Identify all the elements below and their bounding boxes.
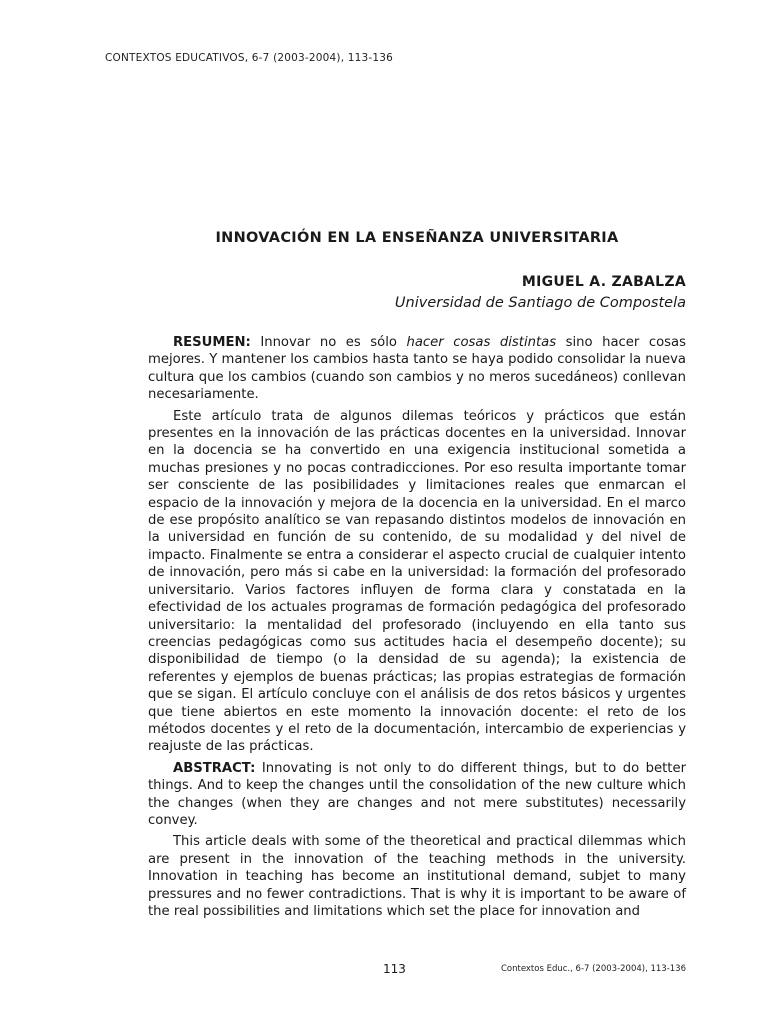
article-title: INNOVACIÓN EN LA ENSEÑANZA UNIVERSITARIA <box>215 230 619 246</box>
author-name: MIGUEL A. ZABALZA <box>521 274 686 290</box>
abstract-paragraph-2: This article deals with some of the theoretical and practical dilemmas which are present in the innovation of the teaching methods in the university. Innovation in teaching has become an institutional demand, subjet to many pressures and no fewer contradictions. That is why it is important to be aware of the real possibilities and limitations which set the place for innovation and <box>148 834 686 919</box>
resumen-paragraph-1 <box>148 334 686 404</box>
page-number: 113 <box>383 962 406 976</box>
resumen-rest: sino hacer cosas mejores. Y mantener los cambios hasta tanto se haya podido consolidar la nueva cultura que los cambios (cuando son cambios y no meros sucedáneos) conllevan necesariamente. <box>148 335 686 403</box>
footer-reference: Contextos Educ., 6-7 (2003-2004), 113-136 <box>500 964 686 974</box>
resumen-paragraph-2: Este artículo trata de algunos dilemas teóricos y prácticos que están presentes en la innovación de las prácticas docentes en la universidad. Innovar en la docencia se ha convertido en una exigencia institucional sometida a muchas presiones y no pocas contradicciones. Por eso resulta importante tomar ser consciente de las posibilidades y limitaciones reales que enmarcan el espacio de la innovación y mejora de la docencia en la universidad. En el marco de ese propósito analítico se van repasando distintos modelos de innovación en la universidad en función de su contenido, de su modalidad y del nivel de impacto. Finalmente se entra a considerar el aspecto crucial de cualquier intento de innovación, pero más si cabe en la universidad: la formación del profesorado universitario. Varios factores influyen de forma clara y constatada en la efectividad de los actuales programas de formación pedagógica del profesorado universitario: la mentalidad del profesorado (incluyendo en ella tanto sus creencias pedagógicas como sus actitudes hacia el desempeño docente); su disponibilidad de tiempo (o la densidad de su agenda); la existencia de referentes y ejemplos de buenas prácticas; las propias estrategias de formación que se sigan. El artículo concluye con el análisis de dos retos básicos y urgentes que tiene abiertos en este momento la innovación docente: el reto de los métodos docentes y el reto de la documentación, intercambio de experiencias y reajuste de las prácticas. <box>148 408 686 755</box>
abstract-text: Innovating is not only to do different things, but to do better things. And to keep the changes until the consolidation of the new culture which the changes (when they are changes and not mere substitutes) necessarily convey. <box>148 760 686 828</box>
resumen-lead: Innovar no es sólo <box>250 335 407 350</box>
abstract-paragraph-1 <box>148 760 686 830</box>
resumen-emphasis: hacer cosas distintas <box>406 335 557 350</box>
article-body <box>148 334 686 924</box>
author-block <box>395 274 686 311</box>
abstract-label: ABSTRACT: <box>173 760 256 776</box>
resumen-label: RESUMEN: <box>173 335 251 350</box>
running-head: CONTEXTOS EDUCATIVOS, 6-7 (2003-2004), 113-136 <box>105 52 394 64</box>
author-affiliation: Universidad de Santiago de Compostela <box>394 295 686 311</box>
